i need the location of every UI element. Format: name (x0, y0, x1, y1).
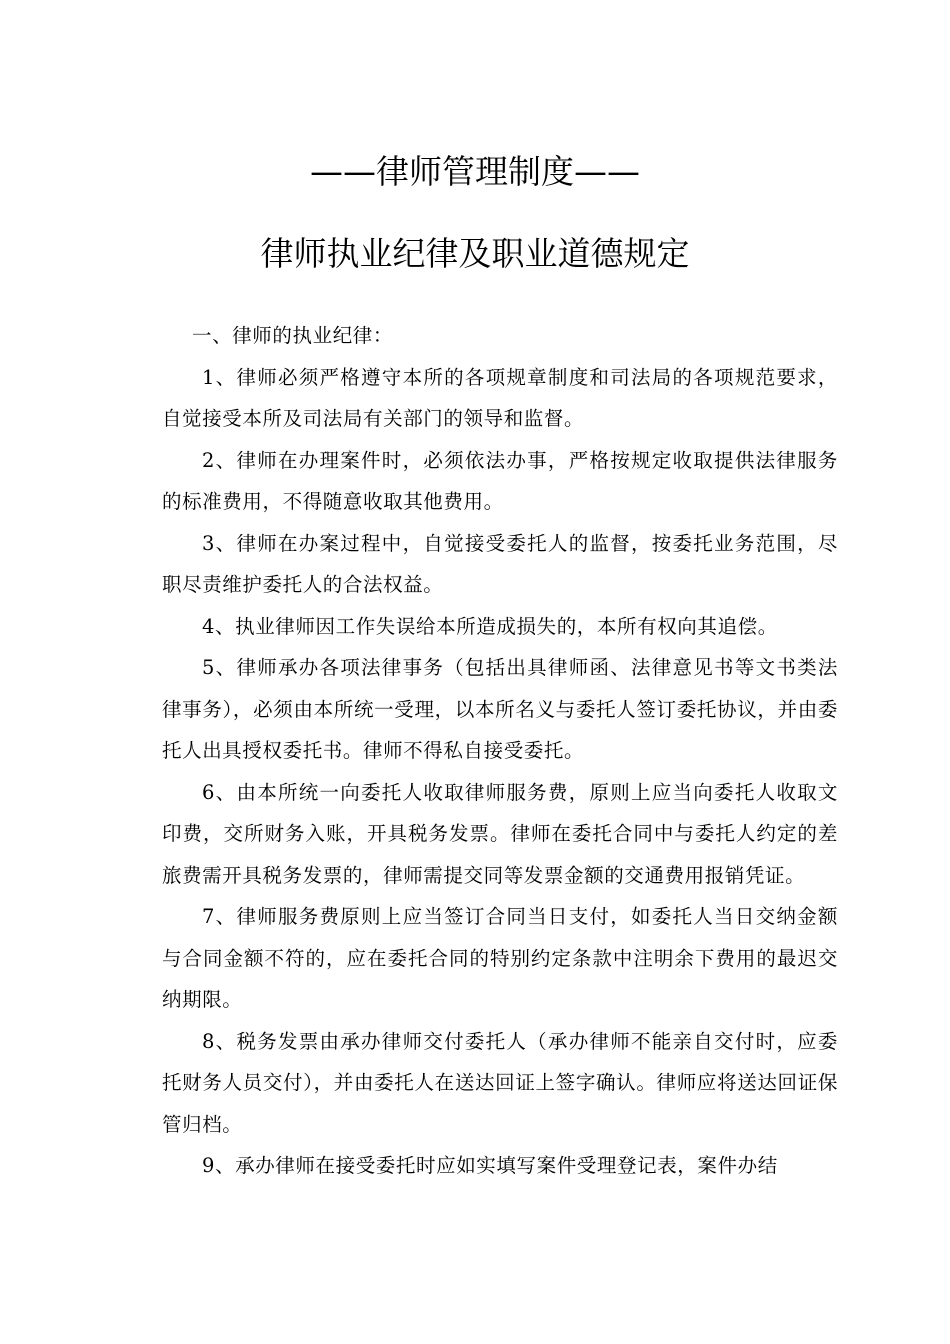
document-body (162, 315, 838, 1187)
paragraph-8: 8、税务发票由承办律师交付委托人（承办律师不能亲自交付时，应委托财务人员交付），并由委托人在送达回证上签字确认。律师应将送达回证保管归档。 (162, 1029, 838, 1136)
paragraph-1: 1、律师必须严格遵守本所的各项规章制度和司法局的各项规范要求，自觉接受本所及司法局有关部门的领导和监督。 (162, 365, 838, 430)
paragraph-9: 9、承办律师在接受委托时应如实填写案件受理登记表，案件办结 (202, 1154, 778, 1177)
document-subtitle: 律师执业纪律及职业道德规定 (260, 234, 690, 273)
paragraph-7: 7、律师服务费原则上应当签订合同当日支付，如委托人当日交纳金额与合同金额不符的，应在委托合同的特别约定条款中注明余下费用的最迟交纳期限。 (162, 905, 838, 1011)
paragraph-2: 2、律师在办理案件时，必须依法办事，严格按规定收取提供法律服务的标准费用，不得随意收取其他费用。 (162, 448, 838, 513)
paragraph-4: 4、执业律师因工作失误给本所造成损失的，本所有权向其追偿。 (202, 614, 778, 638)
section-heading: 一、律师的执业纪律： (192, 324, 394, 347)
paragraph-3: 3、律师在办案过程中，自觉接受委托人的监督，按委托业务范围，尽职尽责维护委托人的合法权益。 (162, 531, 838, 596)
paragraph-5: 5、律师承办各项法律事务（包括出具律师函、法律意见书等文书类法律事务），必须由本所统一受理，以本所名义与委托人签订委托协议，并由委托人出具授权委托书。律师不得私自接受委托。 (162, 656, 838, 762)
paragraph-6: 6、由本所统一向委托人收取律师服务费，原则上应当向委托人收取文印费，交所财务入账，开具税务发票。律师在委托合同中与委托人约定的差旅费需开具税务发票的，律师需提交同等发票金额的交通费用报销凭证。 (162, 780, 838, 887)
document-title: ——律师管理制度—— (310, 152, 640, 191)
